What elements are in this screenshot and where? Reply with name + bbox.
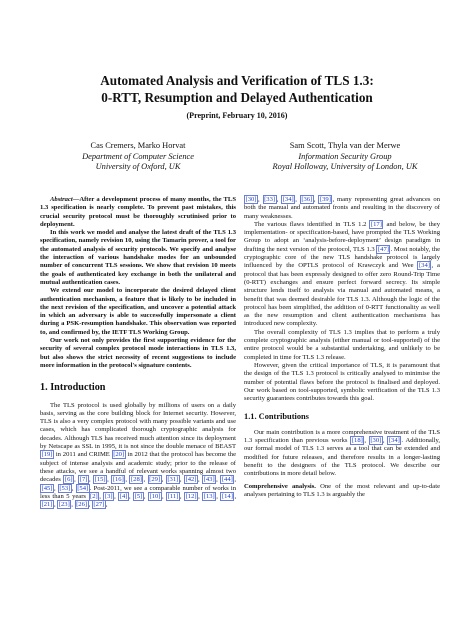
body-paragraph: The overall complexity of TLS 1.3 implies that to perform a truly complete cryptographic analysis (either manual or tool-supported) of the entire protocol would be a substantial undertaking, and unlikely to be completed in time for TLS 1.3 release. [244,328,440,361]
sep: , [216,492,221,500]
body-text: . Most notably, the cryptographic core of the new TLS handshake protocol is largely influenced by the OPTLS protocol of Krawczyk and Wee [244,245,440,270]
citation-link[interactable]: [23] [58,501,70,509]
intro-text: . Post-2011, we see a comparable number of works in less than 5 years [40,484,237,500]
abstract-paragraph: We extend our model to incorporate the desired delayed client authentication mechanism, a feature that is likely to be included in the next revision of the specification, and uncover a potential attack in which an adversary is able to successfully impersonate a client during a PSK-resumption handshake. This observation was reported to, and confirmed by, the IETF TLS Working Group. [40,287,236,336]
sep: , [71,501,75,509]
right-column [244,196,440,499]
title-line-1: Automated Analysis and Verification of TLS 1.3: [100,73,374,88]
left-column [40,196,236,509]
citation-link[interactable]: [45] [41,484,53,492]
sep: , [54,484,58,492]
sep: , [161,476,166,484]
citation-link[interactable]: [2] [90,492,98,500]
author-names: Sam Scott, Thyla van der Merwe [289,141,401,150]
sep: , [143,476,148,484]
sep: , [179,476,184,484]
citation-link[interactable]: [21] [41,501,53,509]
abstract-paragraph: In this work we model and analyse the latest draft of the TLS 1.3 specification, namely revision 10, using the Tamarin prover, a tool for the automated analysis of security protocols. We specify and analyse the interaction of various handshake modes for an unbounded number of concurrent TLS sessions. We show that revision 10 meets the goals of authenticated key exchange in both the unilateral and mutual authentication cases. [40,229,236,286]
citation-link[interactable]: [11] [167,492,179,500]
sep: , [88,501,92,509]
citation-link[interactable]: [47] [377,245,389,253]
sep: , [88,476,94,484]
sep: , [258,196,263,203]
citation-link[interactable]: [3] [104,492,113,500]
section-heading-introduction: 1. Introduction [40,382,106,394]
body-text: , many representing great advances on both the manual and automated fronts and resulting in the discovery of many weaknesses. [244,196,441,220]
sep: , [99,492,104,500]
citation-link[interactable]: [33] [264,196,276,203]
citation-link[interactable]: [15] [94,476,106,484]
title-line-2: 0-RTT, Resumption and Delayed Authentication [101,90,373,105]
author-department: Information Security Group [298,151,392,161]
abstract-lead: Abstract [50,196,73,203]
citation-link[interactable]: [28] [130,476,142,484]
sep: , [234,492,237,500]
author-institution: University of Oxford, UK [95,162,181,172]
sep: , [198,492,203,500]
citation-link[interactable]: [20] [113,451,125,459]
intro-paragraph [40,402,236,510]
body-paragraph: However, given the critical importance of TLS, it is paramount that the design of the TLS 1.3 protocol is critically analysed to minimise the number of potential flaws before the protocol is finalised and deployed. Our work based on tool-supported, symbolic verification of the TLS 1.3 security guarantees contributes towards this goal. [244,361,440,403]
paper-title [30,72,444,106]
sep: , [105,501,108,509]
body-paragraph [244,196,440,221]
abstract-text: —After a development process of many months, the TLS 1.3 specification is nearly complete. To prevent past mistakes, this crucial security protocol must be thoroughly scrutinised prior to deployment. [40,196,236,228]
citation-link[interactable]: [19] [41,451,53,459]
author-institution: Royal Holloway, University of London, UK [272,162,418,172]
citation-link[interactable]: [34] [388,437,400,445]
citation-link[interactable]: [53] [59,484,71,492]
citation-link[interactable]: [17] [370,220,382,228]
intro-text: The TLS protocol is used globally by millions of users on a daily basis, serving as the core building block for Internet security. However, TLS is also a very complex protocol with many possible variants and use cases, which has complicated thorough cryptographic analysis for decades. Although TLS has received much attention since its deployment by Netscape as SSL in 1995, it is not since the double menace of BEAST [40,401,236,451]
intro-text: in 2012 that the protocol has become the subject of intense analysis and academic study; prior to the release of these attacks, we see a handful of relevant works spanning almost two decades [40,451,236,484]
citation-link[interactable]: [5] [134,492,143,500]
body-paragraph [244,429,440,479]
sep: , [114,492,119,500]
sep: , [125,476,130,484]
sep: , [295,196,300,203]
citation-link[interactable]: [7] [79,476,88,484]
citation-link[interactable]: [29] [149,476,161,484]
sep: , [216,476,221,484]
author-names: Cas Cremers, Marko Horvat [90,141,186,150]
preprint-date: (Preprint, February 10, 2016) [186,111,288,120]
citation-link[interactable]: [26] [76,501,88,509]
intro-text: in 2011 and CRIME [54,451,112,459]
sep: , [313,196,319,203]
author-department: Department of Computer Science [82,151,194,161]
citation-link[interactable]: [13] [203,492,215,500]
paragraph-lead: Comprehensive analysis. [244,482,316,490]
citation-link[interactable]: [44] [221,476,233,484]
citation-link[interactable]: [31] [167,476,179,484]
abstract-paragraph [40,196,236,229]
body-text: , a protocol that has been expressly designed to offer zero Round-Trip Time (0-RTT) exchanges and ensure perfect forward secrecy. Its simple structure lends itself to analysis via manual and automated means, a benefit that was deemed desirable for TLS 1.3. Although the logic of the protocol has been simplified, the addition of 0-RTT functionality as well as the new resumption and client authentication mechanisms has introduced new complexity. [244,262,440,328]
sep: , [162,492,167,500]
sep: , [234,476,236,484]
citation-link[interactable]: [14] [221,492,233,500]
citation-link[interactable]: [16] [112,476,124,484]
citation-link[interactable]: [27] [93,501,105,509]
citation-link[interactable]: [34] [282,196,294,203]
sep: , [276,196,282,203]
sep: , [107,476,112,484]
sep: , [364,437,369,445]
author-block-royal-holloway [240,141,450,173]
citation-link[interactable]: [4] [119,492,128,500]
citation-link[interactable]: [18] [351,437,363,445]
citation-link[interactable]: [36] [301,196,313,203]
citation-link[interactable]: [12] [185,492,197,500]
citation-link[interactable]: [42] [185,476,197,484]
sep: , [143,492,148,500]
body-text: The various flaws identified in TLS 1.2 [254,220,370,228]
body-text: One of the most relevant and up-to-date analyses pertaining to TLS 1.3 is arguably the [244,482,440,498]
sep: , [198,476,203,484]
body-text: Our main contribution is a more comprehensive treatment of the TLS 1.3 specification than previous works [244,428,440,445]
sep: , [128,492,134,500]
sep: , [71,484,76,492]
sep: , [382,437,388,445]
body-paragraph [244,221,440,329]
sep: , [179,492,185,500]
citation-link[interactable]: [43] [203,476,215,484]
body-text: and below, be they implementation- or specification-based, have prompted the TLS Working Group to adopt an ‘analysis-before-deployment’ design paradigm in drafting the next version of the protocol, TLS 1.3 [244,220,440,253]
citation-link[interactable]: [54] [77,484,89,492]
citation-link[interactable]: [30] [370,437,382,445]
citation-link[interactable]: [34] [418,262,430,270]
body-text: . Additionally, our formal model of TLS 1.3 serves as a tool that can be extended and modified for future releases, and therefore results in a longer-lasting benefit to the designers of the TLS protocol. We describe our contributions in more detail below. [244,437,441,478]
author-block-oxford [38,141,238,173]
abstract-paragraph: Our work not only provides the first supporting evidence for the security of several complex protocol mode interactions in TLS 1.3, but also shows the strict necessity of recent suggestions to include more information in the protocol's signature contents. [40,337,236,369]
body-paragraph [244,483,440,500]
citation-link[interactable]: [10] [149,492,161,500]
citation-link[interactable]: [6] [64,476,73,484]
subsection-heading-contributions: 1.1. Contributions [244,412,309,422]
citation-link[interactable]: [30] [245,196,257,203]
sep: , [74,476,79,484]
sep: , [54,501,58,509]
citation-link[interactable]: [39] [319,196,331,203]
